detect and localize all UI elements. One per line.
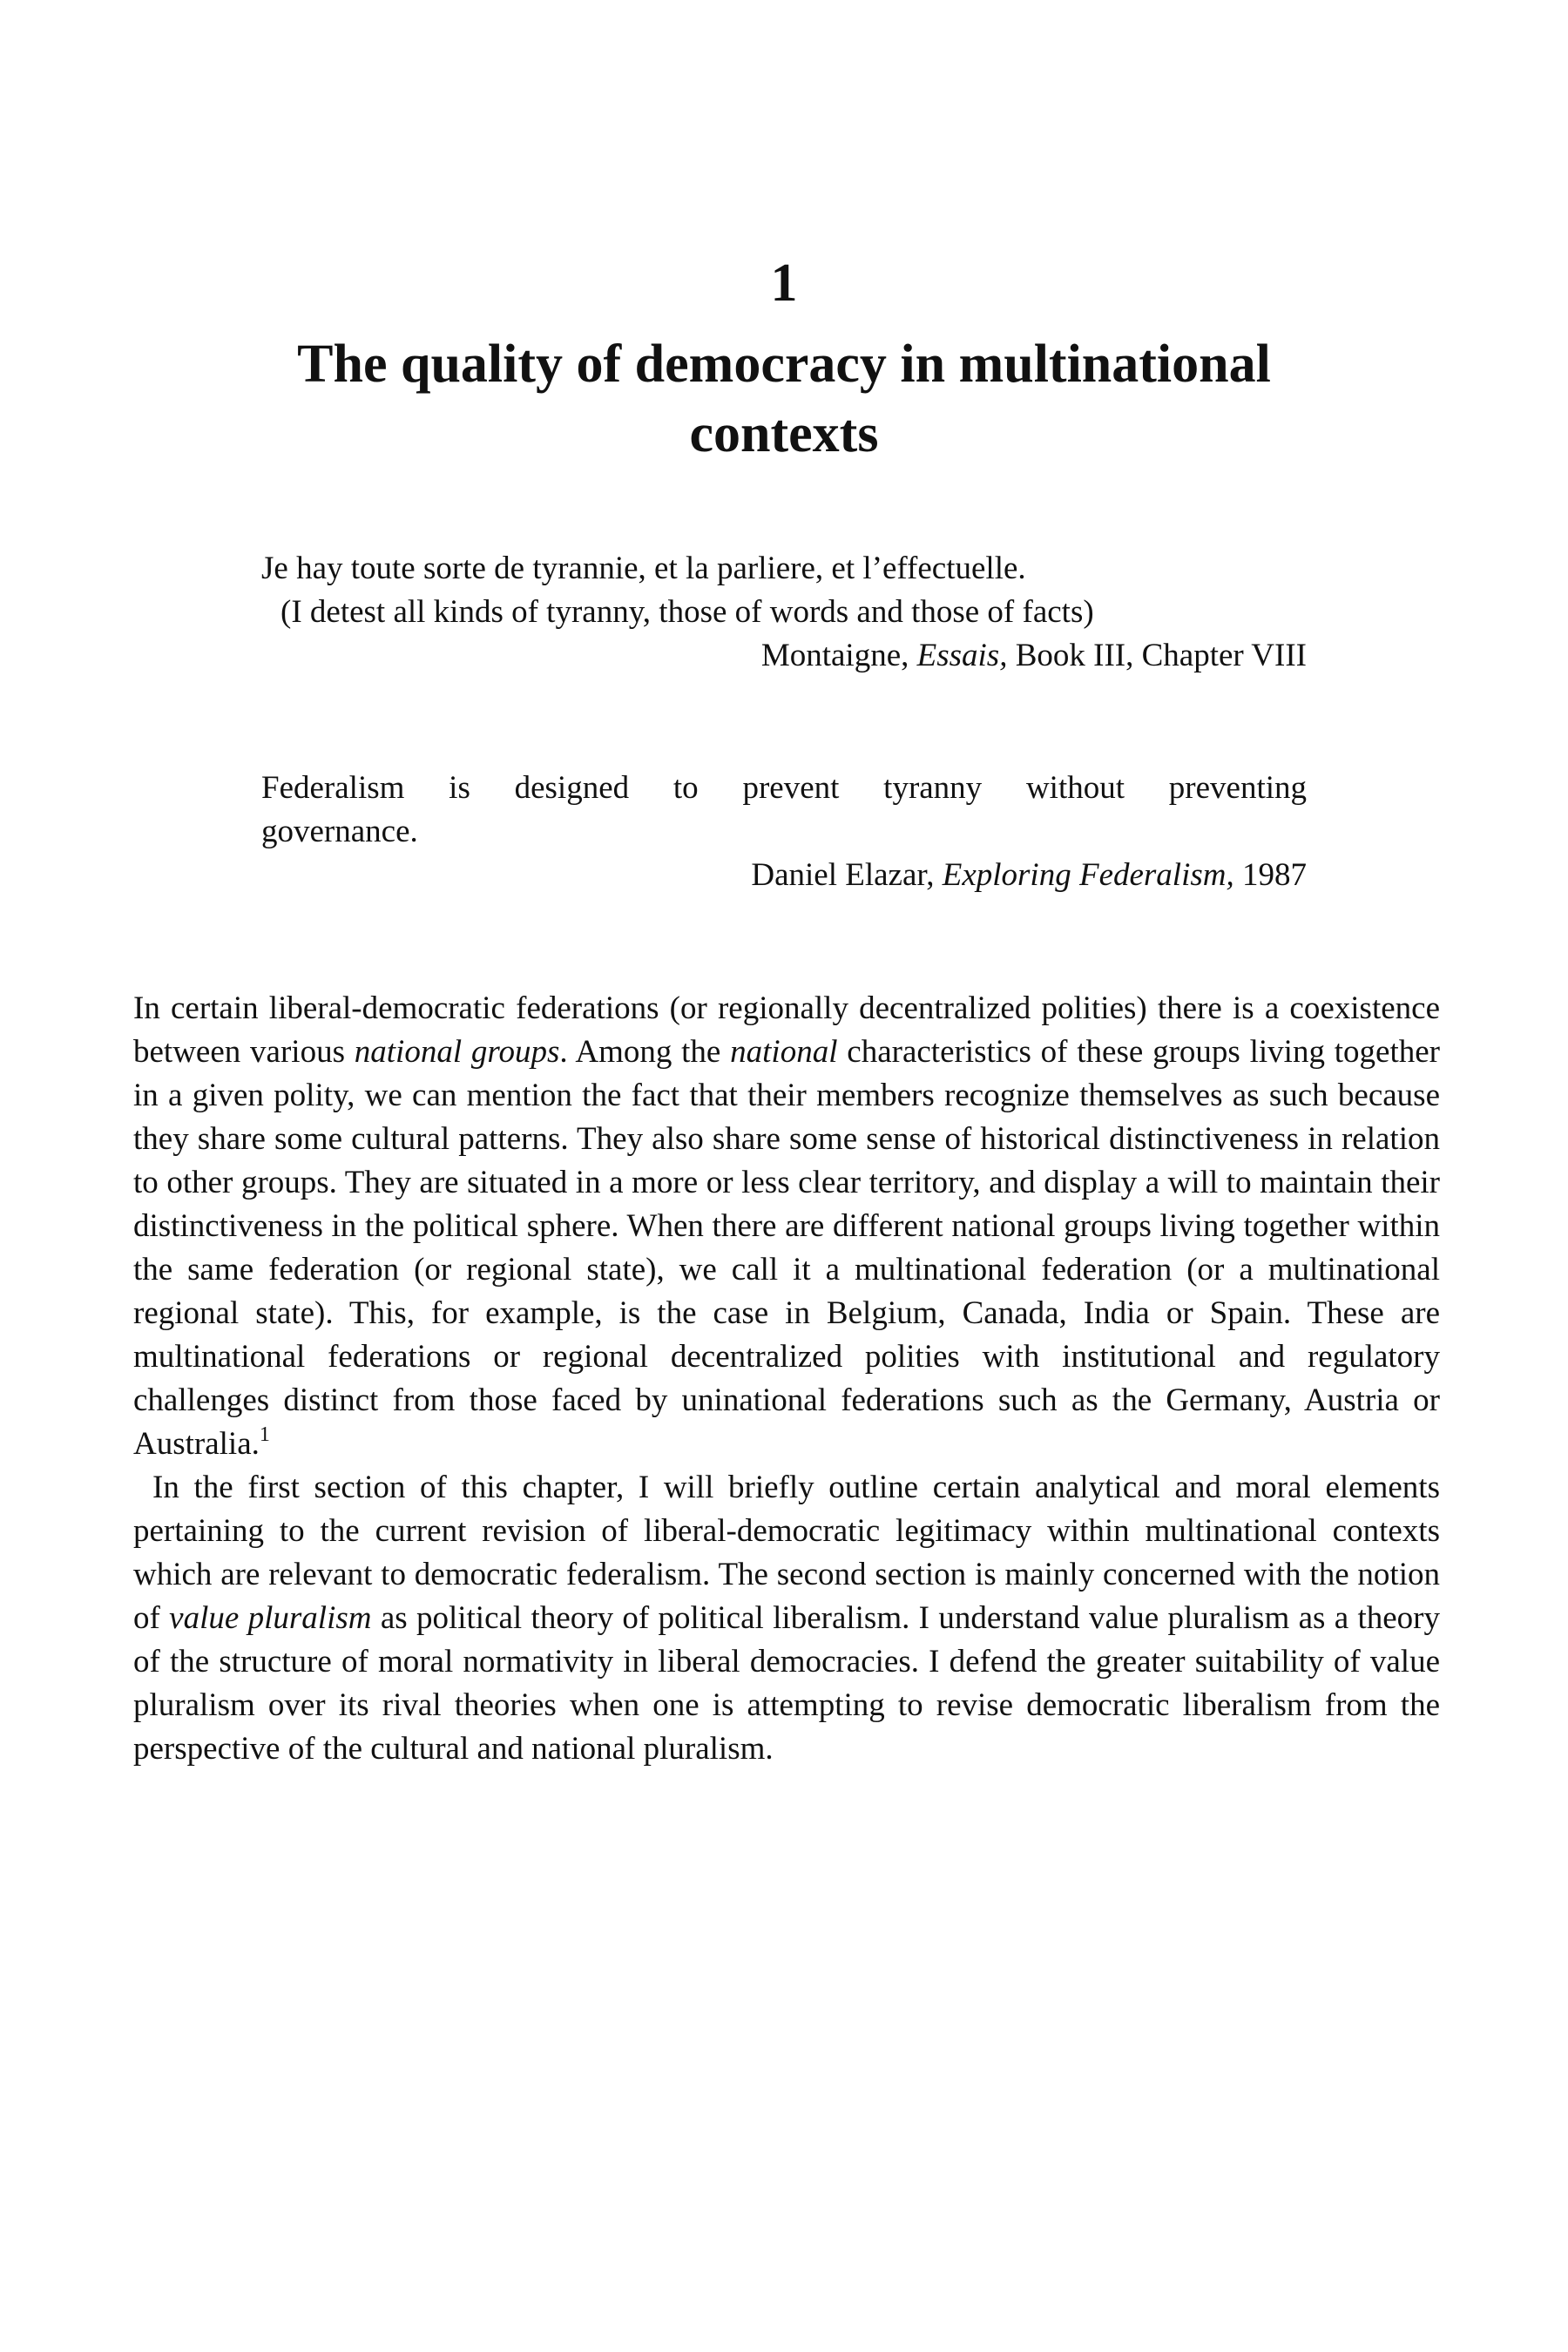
paragraph-text: characteristics of these groups living together in a given polity, we can mention the fact that their members recognize themselves as such because they share some cultural patterns. They also share some sense of historical distinctiveness in relation to other groups. They are situated in a more or less clear territory, and display a will to maintain their distinctiveness in the political sphere. When there are different national groups living together within the same federation (or regional state), we call it a multinational federation (or a multinational regional state). This, for example, is the case in Belgium, Canada, India or Spain. These are multinational federations or regional decentralized polities with institutional and regulatory challenges distinct from those faced by uninational federations such as the Germany, Austria or Australia.: [133, 1034, 1440, 1462]
epigraph-quote-line-2: governance.: [261, 814, 418, 849]
chapter-number: 1: [770, 253, 798, 313]
epigraph-citation: 1987: [1233, 857, 1307, 893]
epigraph-quote-line-1: Federalism is designed to prevent tyranny without preventing: [261, 770, 1307, 806]
chapter-title-line-2: contexts: [689, 404, 879, 463]
paragraph-2: [133, 1466, 1440, 1771]
epigraph-translation: (I detest all kinds of tyranny, those of words and those of facts): [280, 594, 1094, 630]
body-text: [133, 987, 1440, 1771]
chapter-title: [261, 329, 1307, 469]
epigraph-montaigne: [261, 547, 1307, 678]
epigraph-attribution: [261, 854, 1307, 897]
chapter-title-line-1: The quality of democracy in multinational: [297, 335, 1271, 394]
epigraph-attribution: [261, 634, 1307, 678]
epigraph-author: Montaigne,: [760, 638, 917, 673]
epigraph-original-text: Je hay toute sorte de tyrannie, et la parliere, et l’effectuelle.: [261, 551, 1026, 586]
epigraph-work-title: Essais,: [916, 638, 1008, 673]
epigraph-author: Daniel Elazar,: [751, 857, 943, 893]
italic-phrase: national groups: [354, 1034, 560, 1070]
italic-phrase: national: [730, 1034, 838, 1070]
paragraph-text: In the first section of this chapter, I will briefly outline certain analytical and moral elements pertaining to the current revision of liberal-democratic legitimacy within multinational contexts which are relevant to democratic federalism. The second section is mainly concerned with the notion of: [133, 1470, 1440, 1636]
epigraph-work-title: Exploring Federalism,: [942, 857, 1234, 893]
epigraph-elazar: [261, 767, 1307, 897]
epigraph-citation: Book III, Chapter VIII: [1007, 638, 1307, 673]
footnote-marker[interactable]: 1: [259, 1423, 270, 1446]
paragraph-text: In certain liberal-democratic federations (or regionally decentralized polities) there is a coexistence between various: [133, 990, 1440, 1070]
italic-phrase: value pluralism: [169, 1600, 372, 1636]
paragraph-1: [133, 987, 1440, 1466]
paragraph-text: . Among the: [559, 1034, 731, 1070]
paragraph-text: as political theory of political liberalism. I understand value pluralism as a theory of the structure of moral normativity in liberal democracies. I defend the greater suitability of value pluralism over its rival theories when one is attempting to revise democratic liberalism from the perspective of the cultural and national pluralism.: [133, 1600, 1441, 1767]
